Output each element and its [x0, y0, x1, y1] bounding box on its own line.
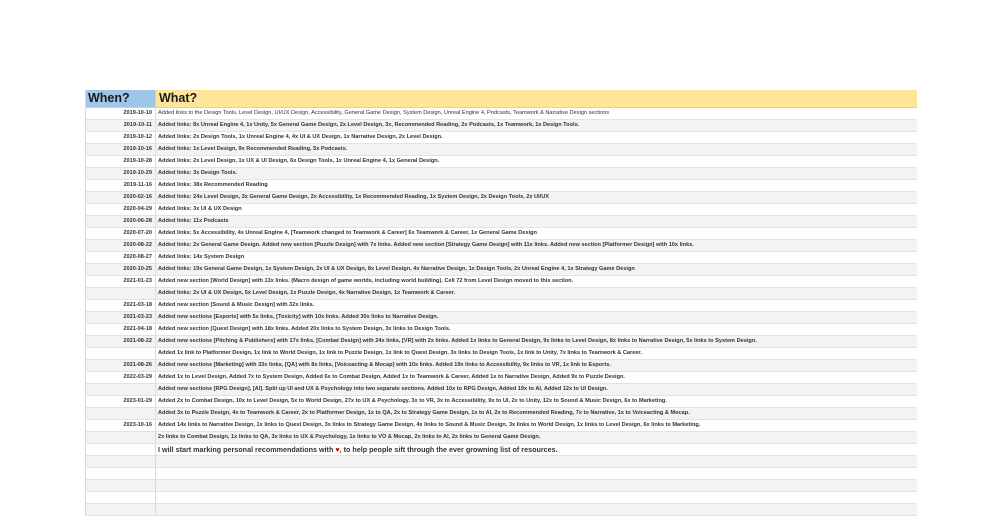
date-cell[interactable]: 2019-10-12 — [86, 132, 156, 143]
table-row — [86, 228, 917, 240]
table-row — [86, 396, 917, 408]
table-row — [86, 432, 917, 444]
table-row — [86, 408, 917, 420]
empty-change-cell[interactable] — [156, 504, 917, 515]
table-row — [86, 192, 917, 204]
change-cell[interactable]: Added links: 24x Level Design, 3x General Game Design, 2x Accessibility, 1x Recommended Reading, 1x System Design, 2x Design Tools, 2x UI/UX — [158, 194, 549, 200]
date-cell[interactable]: 2021-08-26 — [86, 360, 156, 371]
table-row — [86, 252, 917, 264]
change-cell[interactable]: Added links: 2x Design Tools, 1x Unreal Engine 4, 4x UI & UX Design, 1x Narrative Design, 2x Level Design. — [158, 134, 443, 140]
date-cell[interactable]: 2019-10-10 — [86, 108, 156, 119]
change-cell[interactable]: Added links: 3x Design Tools. — [158, 170, 238, 176]
date-cell[interactable]: 2020-10-25 — [86, 264, 156, 275]
table-row — [86, 336, 917, 348]
table-row — [86, 108, 917, 120]
change-cell[interactable]: Added 3x to Puzzle Design, 4x to Teamwork & Career, 2x to Platformer Design, 1x to QA, 2x to Strategy Game Design, 1x to AI, 2x to Recommended Reading, 7x to Narrative, 1x to Voiceacting & Mocap. — [158, 410, 690, 416]
empty-row — [86, 492, 917, 504]
table-row — [86, 372, 917, 384]
change-cell[interactable]: Added new section [Quest Design] with 18x links. Added 20x links to System Design, 3x links to Design Tools. — [158, 326, 451, 332]
date-cell[interactable]: 2021-08-22 — [86, 336, 156, 347]
date-cell[interactable]: 2022-03-29 — [86, 372, 156, 383]
table-row — [86, 384, 917, 396]
empty-change-cell[interactable] — [156, 456, 917, 467]
empty-row — [86, 456, 917, 468]
empty-change-cell[interactable] — [156, 480, 917, 491]
date-cell[interactable] — [86, 408, 156, 419]
header-row — [86, 90, 917, 108]
date-cell[interactable] — [86, 432, 156, 443]
empty-change-cell[interactable] — [156, 492, 917, 503]
empty-row — [86, 468, 917, 480]
date-cell[interactable]: 2019-10-11 — [86, 120, 156, 131]
change-cell[interactable]: Added new sections [Marketing] with 33x links, [QA] with 8x links, [Voiceacting & Mocap] with 10x links. Added 19x links to Accessibility, 9x links to VR, 1x link to Esports. — [158, 362, 611, 368]
table-row — [86, 180, 917, 192]
empty-row — [86, 504, 917, 516]
change-cell[interactable]: Added links: 2x Level Design, 1x UX & UI Design, 6x Design Tools, 1x Unreal Engine 4, 1x General Design. — [158, 158, 440, 164]
change-cell[interactable]: Added 2x to Combat Design, 10x to Level Design, 5x to World Design, 27x to UX & Psychology, 3x to VR, 3x to Accessibility, 9x to UI, 2x to Unity, 12x to Sound & Music Design, 6x to Marketing. — [158, 398, 667, 404]
change-cell[interactable]: Added links: 2x UI & UX Design, 5x Level Design, 1x Puzzle Design, 4x Narrative Design, 1x Teamwork & Career. — [158, 290, 456, 296]
table-row — [86, 276, 917, 288]
table-row — [86, 288, 917, 300]
change-cell[interactable]: Added new sections [Pitching & Publishers] with 17x links, [Combat Design] with 24x links, [VR] with 2x links. Added 1x links to General Design, 9x links to Level Design, 8x links to Narrative Design, 5x links to System Design. — [158, 338, 757, 344]
empty-row — [86, 480, 917, 492]
change-cell[interactable]: Added links to the Design Tools, Level Design, UI/UX Design, Accessibility, General Game Design, System Design, Unreal Engine 4, Podcasts, Teamwork & Narrative Design sections — [158, 110, 610, 116]
change-cell[interactable]: Added new sections [RPG Design], [AI]. Split up UI and UX & Psychology into two separate sections. Added 10x to RPG Design, Added 19x to AI, Added 12x to UI Design. — [158, 386, 608, 392]
empty-date-cell[interactable] — [86, 456, 156, 467]
change-cell[interactable]: Added links: 14x System Design — [158, 254, 245, 260]
date-cell[interactable]: 2023-01-29 — [86, 396, 156, 407]
date-cell[interactable]: 2020-02-16 — [86, 192, 156, 203]
date-cell[interactable] — [86, 444, 156, 455]
change-cell[interactable]: Added 1x to Level Design, Added 7x to System Design, Added 6x to Combat Design, Added 1x to Teamwork & Career, Added 1x to Narrative Design, Added 9x to Puzzle Design. — [158, 374, 625, 380]
date-cell[interactable]: 2023-10-16 — [86, 420, 156, 431]
change-cell[interactable]: Added links: 8x Unreal Engine 4, 1x Unity, 5x General Game Design, 2x Level Design, 3x, Recommended Reading, 2x Podcasts, 1x Teamwork, 1x Design Tools. — [158, 122, 580, 128]
empty-date-cell[interactable] — [86, 504, 156, 515]
empty-date-cell[interactable] — [86, 492, 156, 503]
date-cell[interactable]: 2020-07-20 — [86, 228, 156, 239]
date-cell[interactable]: 2019-10-29 — [86, 168, 156, 179]
table-row — [86, 240, 917, 252]
date-cell[interactable]: 2020-06-28 — [86, 216, 156, 227]
change-cell[interactable]: Added links: 11x Podcasts — [158, 218, 229, 224]
date-cell[interactable]: 2021-04-18 — [86, 324, 156, 335]
date-cell[interactable] — [86, 288, 156, 299]
table-row — [86, 144, 917, 156]
change-cell[interactable]: 2x links to Combat Design, 1x links to QA, 3x links to UX & Psychology, 1x links to VO & Mocap, 2x links to AI, 2x links to General Game Design. — [158, 434, 541, 440]
change-cell[interactable]: Added links: 19x General Game Design, 1x System Design, 2x UI & UX Design, 8x Level Design, 4x Narrative Design, 1x Design Tools, 2x Unreal Engine 4, 1x Strategy Game Design — [158, 266, 635, 272]
change-cell[interactable]: Added links: 5x Accessibility, 4x Unreal Engine 4, [Teamwork changed to Teamwork & Career] 6x Teamwork & Career, 1x General Game Design — [158, 230, 537, 236]
date-cell[interactable]: 2021-03-23 — [86, 312, 156, 323]
rows-container — [86, 108, 917, 516]
table-row — [86, 312, 917, 324]
date-cell[interactable]: 2019-11-16 — [86, 180, 156, 191]
table-row — [86, 204, 917, 216]
change-cell[interactable]: Added new section [World Design] with 13x links. (Macro design of game worlds, including world building). Cell 72 from Level Design moved to this section. — [158, 278, 574, 284]
table-row — [86, 156, 917, 168]
change-cell[interactable]: Added 1x link to Platformer Design, 1x link to World Design, 1x link to Puzzle Design, 1x link to Quest Design, 3x links to Design Tools, 1x link to Unity, 7x links to Teamwork & Career. — [158, 350, 642, 356]
date-cell[interactable]: 2019-10-16 — [86, 144, 156, 155]
change-cell[interactable]: Added links: 38x Recommended Reading — [158, 182, 268, 188]
change-cell[interactable]: Added links: 2x General Game Design. Added new section [Puzzle Design] with 7x links. Added new section [Strategy Game Design] with 11x links. Added new section [Platformer Design] with 10x links. — [158, 242, 694, 248]
table-row — [86, 348, 917, 360]
empty-date-cell[interactable] — [86, 468, 156, 479]
table-row — [86, 264, 917, 276]
date-cell[interactable] — [86, 384, 156, 395]
change-cell[interactable]: I will start marking personal recommendations with ♥, to help people sift through the ever growning list of resources. — [158, 445, 558, 454]
change-cell[interactable]: Added links: 3x UI & UX Design — [158, 206, 242, 212]
table-row — [86, 324, 917, 336]
change-cell[interactable]: Added links: 1x Level Design, 9x Recommended Reading, 5x Podcasts. — [158, 146, 348, 152]
what-header[interactable]: What? — [156, 90, 917, 107]
when-header[interactable]: When? — [86, 90, 156, 107]
table-row — [86, 360, 917, 372]
empty-change-cell[interactable] — [156, 468, 917, 479]
heart-icon: ♥ — [335, 445, 340, 454]
table-row — [86, 132, 917, 144]
date-cell[interactable]: 2019-10-28 — [86, 156, 156, 167]
date-cell[interactable] — [86, 348, 156, 359]
table-row — [86, 420, 917, 432]
date-cell[interactable]: 2020-04-29 — [86, 204, 156, 215]
date-cell[interactable]: 2020-08-27 — [86, 252, 156, 263]
date-cell[interactable]: 2020-08-22 — [86, 240, 156, 251]
table-row — [86, 444, 917, 456]
table-row — [86, 168, 917, 180]
table-row — [86, 300, 917, 312]
change-cell[interactable]: Added new section [Sound & Music Design] with 32x links. — [158, 302, 315, 308]
change-cell[interactable]: Added 14x links to Narrative Design, 1x links to Quest Design, 3x links to Strategy Game Design, 4x links to Sound & Music Design, 3x links to World Design, 1x links to Level Design, 6x links to Marketing. — [158, 422, 701, 428]
table-row — [86, 120, 917, 132]
change-cell[interactable]: Added new sections [Esports] with 5x links, [Toxicity] with 10x links. Added 30x links to Narrative Design. — [158, 314, 439, 320]
date-cell[interactable]: 2021-01-23 — [86, 276, 156, 287]
table-row — [86, 216, 917, 228]
date-cell[interactable]: 2021-03-18 — [86, 300, 156, 311]
changelog-sheet — [85, 90, 917, 516]
empty-date-cell[interactable] — [86, 480, 156, 491]
